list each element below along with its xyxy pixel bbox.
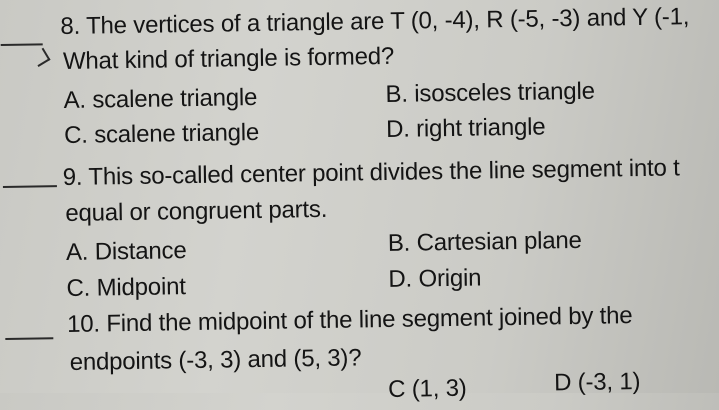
q8-option-c: C. scalene triangle xyxy=(63,118,260,150)
q10-option-c-partial: C (1, 3) xyxy=(387,374,467,403)
q8-option-b: B. isosceles triangle xyxy=(385,77,595,108)
q9-option-a: A. Distance xyxy=(65,237,187,266)
q9-stem-line2: equal or congruent parts. xyxy=(65,195,328,227)
answer-blank-q8-mark xyxy=(31,48,50,67)
q10-stem-line2: endpoints (-3, 3) and (5, 3)? xyxy=(69,344,362,376)
q8-option-d: D. right triangle xyxy=(385,113,546,143)
q9-option-d: D. Origin xyxy=(388,264,482,293)
q8-option-a: A. scalene triangle xyxy=(63,83,258,115)
answer-blank-q10 xyxy=(5,337,53,340)
q8-stem-line2: What kind of triangle is formed? xyxy=(62,42,395,76)
q10-option-d-partial: D (-3, 1) xyxy=(553,367,641,397)
q8-stem-line1: 8. The vertices of a triangle are T (0, -4), R (-5, -3) and Y (-1, xyxy=(60,3,690,41)
answer-blank-q8 xyxy=(1,43,43,46)
q9-stem-line1: 9. This so-called center point divides the line segment into t xyxy=(62,154,680,192)
q10-stem-line1: 10. Find the midpoint of the line segment joined by the xyxy=(66,302,633,338)
q9-option-c: C. Midpoint xyxy=(66,273,186,302)
q9-option-b: B. Cartesian plane xyxy=(387,226,582,257)
answer-blank-q9 xyxy=(3,185,57,188)
